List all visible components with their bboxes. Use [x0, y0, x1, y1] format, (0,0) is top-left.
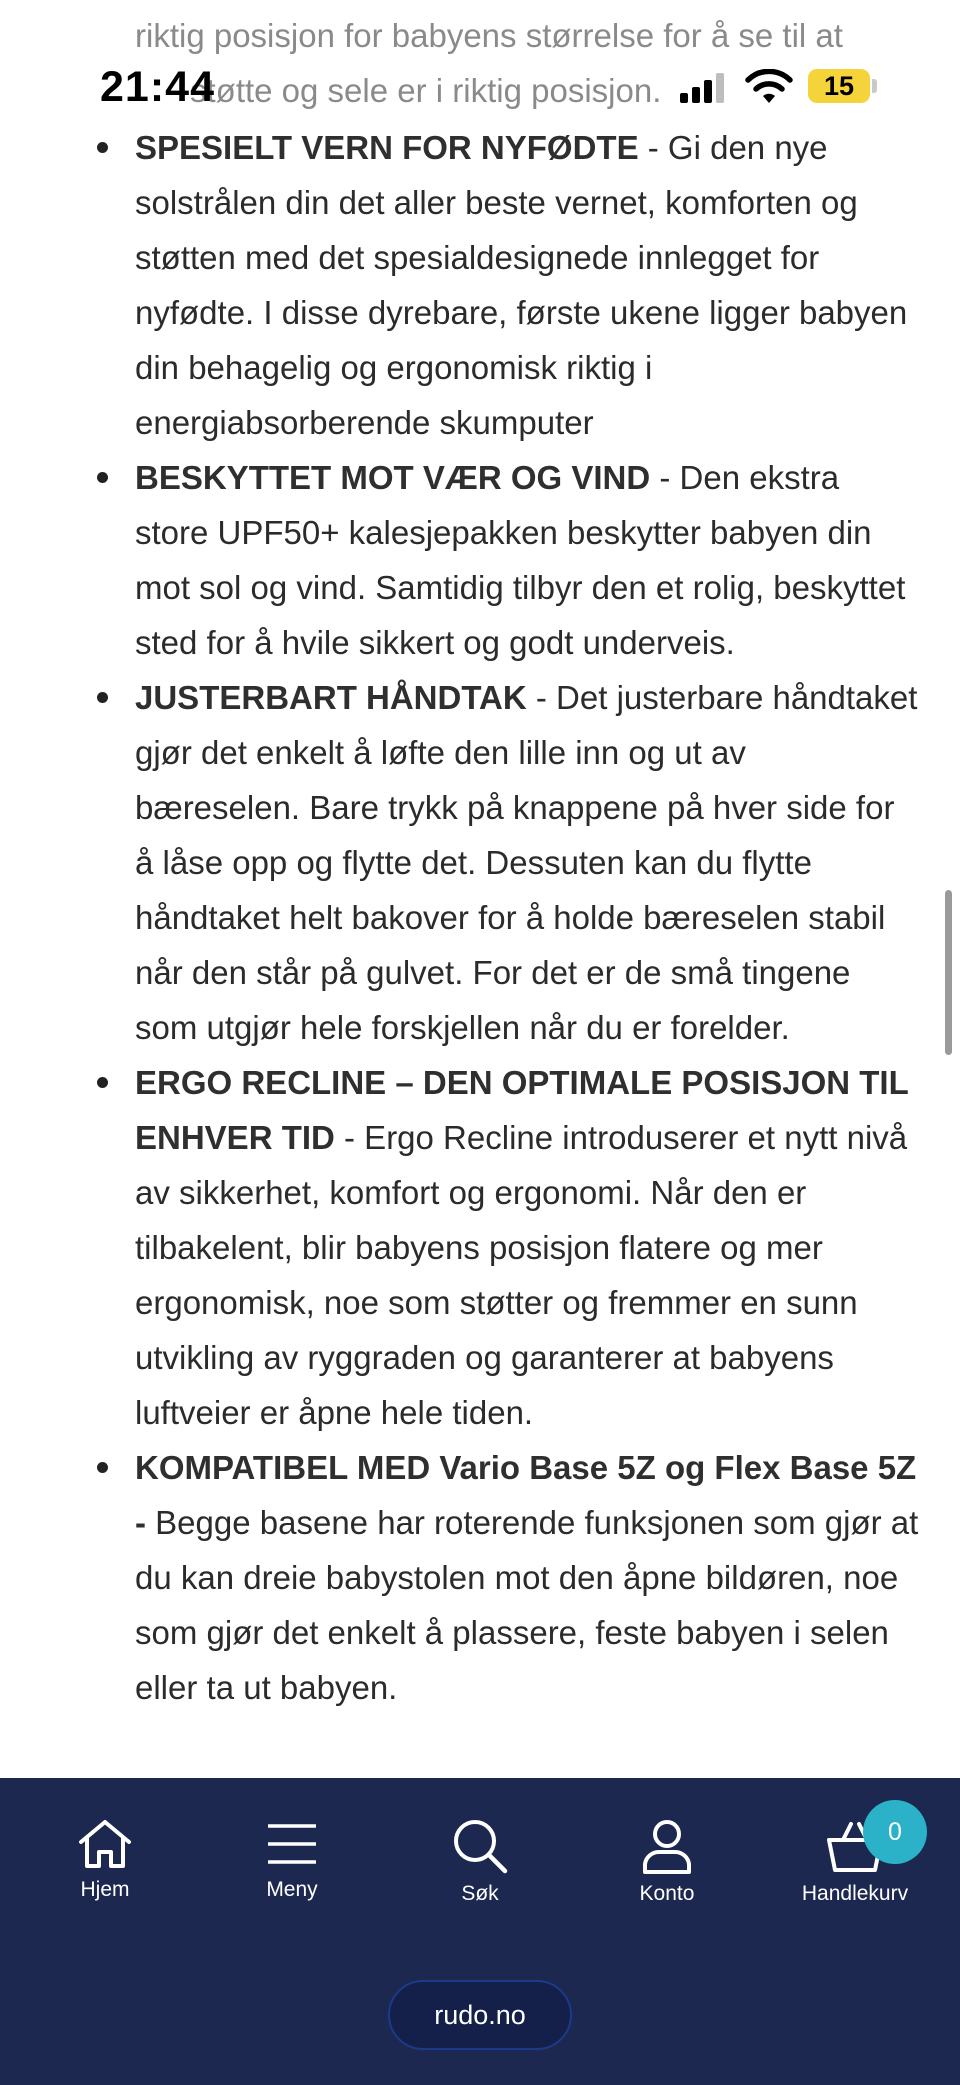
feature-item [0, 670, 960, 1055]
feature-title: JUSTERBART HÅNDTAK [135, 679, 527, 716]
feature-title: SPESIELT VERN FOR NYFØDTE [135, 129, 639, 166]
url-bar[interactable]: rudo.no [388, 1980, 572, 2050]
nav-account-label: Konto [639, 1882, 695, 1905]
feature-item [0, 1055, 960, 1440]
feature-title: KOMPATIBEL MED Vario Base 5Z og Flex Base 5Z - [135, 1449, 917, 1541]
feature-item [0, 120, 960, 450]
feature-title: BESKYTTET MOT VÆR OG VIND [135, 459, 651, 496]
feature-text: Begge basene har roterende funksjonen som gjør at du kan dreie babystolen mot den åpne bildøren, noe som gjør det enkelt å plassere, feste babyen i selen eller ta ut babyen. [135, 1504, 919, 1706]
feature-item [0, 1440, 960, 1715]
partial-line-1: riktig posisjon for babyens størrelse for å se til at [135, 17, 843, 54]
feature-list [0, 120, 960, 1715]
wifi-icon [744, 69, 794, 105]
nav-account-button[interactable] [577, 1818, 757, 1928]
cellular-signal-icon [680, 73, 724, 103]
nav-menu-button[interactable] [202, 1818, 382, 1928]
nav-cart-label: Handlekurv [801, 1882, 909, 1905]
nav-home-button[interactable] [15, 1818, 195, 1928]
search-icon [450, 1818, 510, 1874]
nav-menu-label: Meny [266, 1878, 318, 1901]
menu-icon [262, 1818, 322, 1870]
feature-text: - Ergo Recline introduserer et nytt nivå av sikkerhet, komfort og ergonomi. Når den er tilbakelent, blir babyens posisjon flatere og mer ergonomisk, noe som støtter og fremmer en sunn utvikling av ryggraden og garanterer at babyens luftveier er åpne hele tiden. [135, 1119, 908, 1431]
status-bar [0, 55, 960, 115]
nav-search-label: Søk [461, 1882, 499, 1905]
status-time: 21:44 [100, 63, 215, 111]
bottom-navigation [0, 1778, 960, 2085]
scrollbar[interactable] [945, 890, 952, 1055]
home-icon [75, 1818, 135, 1870]
feature-item [0, 450, 960, 670]
feature-text: - Gi den nye solstrålen din det aller beste vernet, komforten og støtten med det spesialdesignede innlegget for nyfødte. I disse dyrebare, første ukene ligger babyen din behagelig og ergonomisk riktig i energiabsorberende skumputer [135, 129, 908, 441]
account-icon [637, 1818, 697, 1874]
partial-line-2: støtte og sele er i riktig posisjon. [190, 72, 662, 109]
feature-text: - Det justerbare håndtaket gjør det enkelt å løfte den lille inn og ut av bæreselen. Bare trykk på knappene på hver side for å låse opp og flytte det. Dessuten kan du flytte håndtaket helt bakover for å holde bæreselen stabil når den står på gulvet. For det er de små tingene som utgjør hele forskjellen når du er forelder. [135, 679, 918, 1046]
feature-text: - Den ekstra store UPF50+ kalesjepakken beskytter babyen din mot sol og vind. Samtidig tilbyr den et rolig, beskyttet sted for å hvile sikkert og godt underveis. [135, 459, 906, 661]
nav-home-label: Hjem [80, 1878, 130, 1901]
battery-cap [872, 79, 877, 93]
nav-search-button[interactable] [390, 1818, 570, 1928]
feature-title: ERGO RECLINE – DEN OPTIMALE POSISJON TIL ENHVER TID [135, 1064, 909, 1156]
cart-count-badge: 0 [863, 1800, 927, 1864]
battery-icon: 15 [808, 69, 870, 103]
nav-cart-button[interactable] [765, 1818, 945, 1928]
